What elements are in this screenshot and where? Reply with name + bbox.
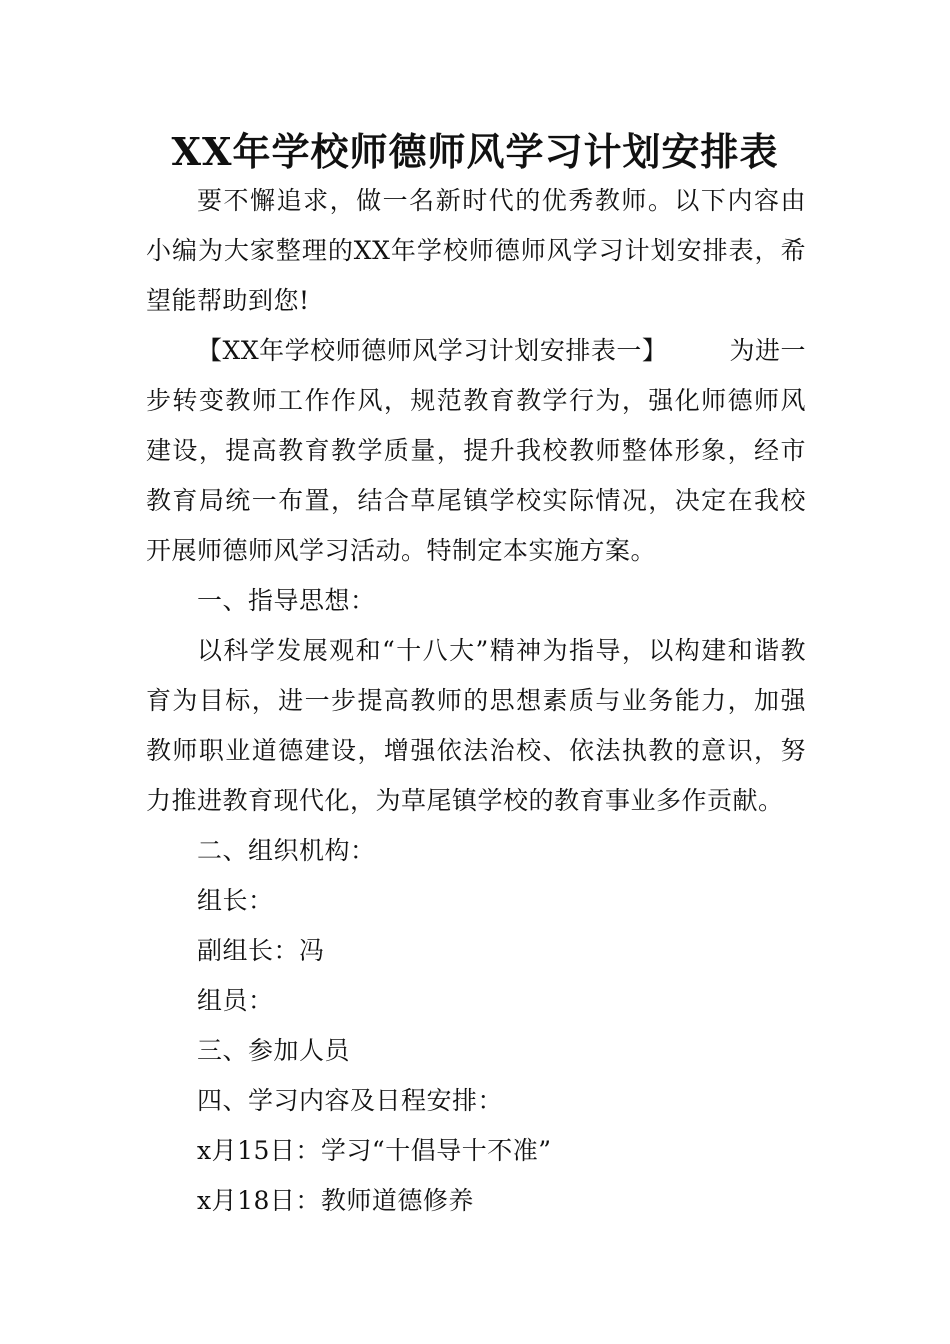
leader-line: 组长： [197,886,274,915]
section-heading-guiding-ideology: 一、指导思想： [197,586,376,615]
members-line: 组员： [197,986,274,1015]
document-title: XX年学校师德师风学习计划安排表 [171,129,779,174]
section-heading-schedule: 四、学习内容及日程安排： [197,1086,504,1115]
deputy-leader-line: 副组长：冯 [197,936,325,965]
section-heading-participants: 三、参加人员 [197,1036,351,1065]
schedule-item: x月15日：学习“十倡导十不准” [197,1136,552,1165]
part-one-heading: 【XX年学校师德师风学习计划安排表一】 [197,336,668,365]
part-one-text: 为进一步转变教师工作作风，规范教育教学行为，强化师德师风建设，提高教育教学质量，提升我校教师整体形象，经市教育局统一布置，结合草尾镇学校实际情况，决定在我校开展师德师风学习活动。特制定本实施方案。 [146,336,806,565]
section-heading-organization: 二、组织机构： [197,836,376,865]
schedule-item: x月18日：教师道德修养 [197,1186,474,1215]
guiding-ideology-paragraph: 以科学发展观和“十八大”精神为指导，以构建和谐教育为目标，进一步提高教师的思想素质与业务能力，加强教师职业道德建设，增强依法治校、依法执教的意识，努力推进教育现代化，为草尾镇学校的教育事业多作贡献。 [146,636,806,815]
intro-paragraph: 要不懈追求，做一名新时代的优秀教师。以下内容由小编为大家整理的XX年学校师德师风学习计划安排表，希望能帮助到您! [146,186,806,315]
part-one-paragraph [146,326,806,576]
